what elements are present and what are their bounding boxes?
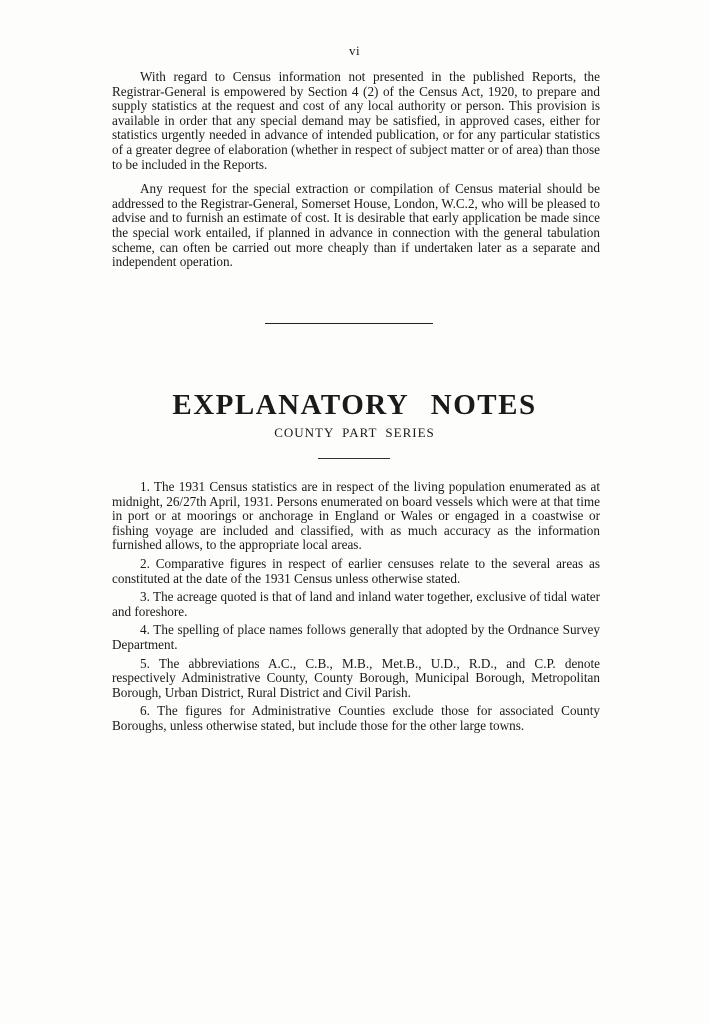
explanatory-notes-list [112,480,600,738]
intro-paragraph-1: With regard to Census information not presented in the published Reports, the Registrar-General is empowered by Section 4 (2) of the Census Act, 1920, to prepare and supply statistics at the request and cost of any local authority or person. This provision is available in order that any special demand may be satisfied, in approved cases, either for statistics urgently needed in advance of intended publication, or for any particular statistics of a greater degree of elaboration (whether in respect of subject matter or of area) than those to be included in the Reports. [112,69,600,172]
intro-paragraph-2: Any request for the special extraction or compilation of Census material should be addressed to the Registrar-General, Somerset House, London, W.C.2, who will be pleased to advise and to furnish an estimate of cost. It is desirable that early application be made since the special work entailed, if planned in advance in connection with the general tabulation scheme, can often be carried out more cheaply than if undertaken later as a separate and independent operation. [112,181,600,270]
note-item-6: 6. The figures for Administrative Counties exclude those for associated County Boroughs, unless otherwise stated, but include those for the other large towns. [112,703,600,733]
section-divider-rule [265,323,433,324]
subtitle-divider-rule [318,458,390,459]
section-subtitle: COUNTY PART SERIES [274,425,435,440]
note-item-1: 1. The 1931 Census statistics are in respect of the living population enumerated as at midnight, 26/27th April, 1931. Persons enumerated on board vessels which were at that time in port or at moorings or anchorage in England or Wales or engaged in a coastwise or fishing voyage are included and classified, with as much accuracy as the information furnished allows, to the appropriate local areas. [112,479,600,553]
page-number: vi [348,43,361,58]
note-item-2: 2. Comparative figures in respect of earlier censuses relate to the several areas as constituted at the date of the 1931 Census unless otherwise stated. [112,555,600,586]
intro-section [112,70,600,280]
note-item-4: 4. The spelling of place names follows generally that adopted by the Ordnance Survey Department. [112,622,600,652]
note-item-3: 3. The acreage quoted is that of land and inland water together, exclusive of tidal water and foreshore. [112,589,600,619]
note-item-5: 5. The abbreviations A.C., C.B., M.B., Met.B., U.D., R.D., and C.P. denote respectively Administrative County, County Borough, Municipal Borough, Metropolitan Borough, Urban District, Rural District and Civil Parish. [112,655,600,700]
section-title: EXPLANATORY NOTES [172,389,537,421]
